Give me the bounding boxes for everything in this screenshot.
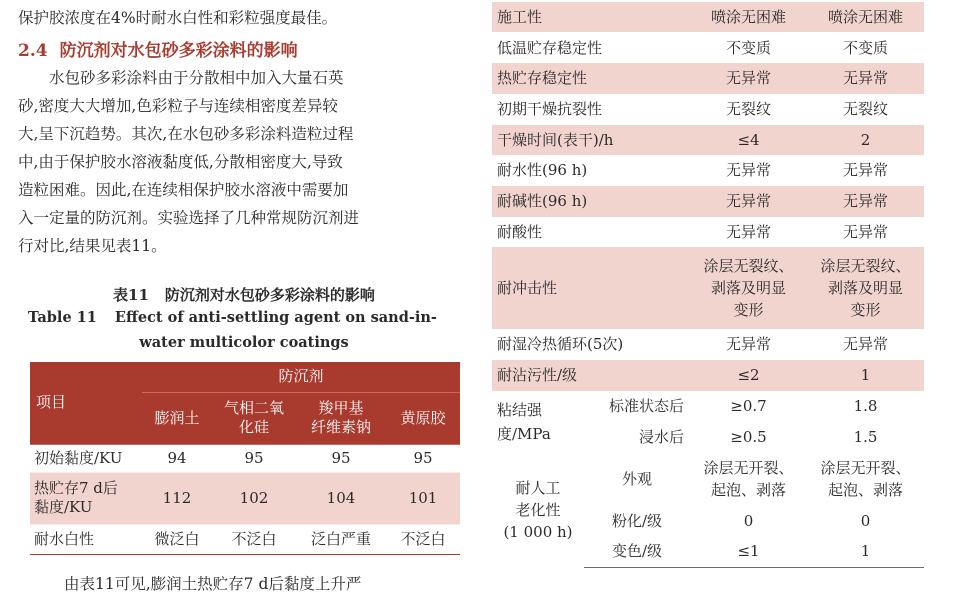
row-label: 热贮存稳定性 bbox=[492, 63, 690, 94]
table-11 bbox=[30, 362, 460, 555]
table-cell: ≥0.5 bbox=[690, 422, 807, 452]
table-cell: 泛白严重 bbox=[296, 524, 386, 554]
table-cell: 喷涂无困难 bbox=[807, 2, 924, 33]
table-cell: 95 bbox=[296, 444, 386, 472]
row-label: 耐湿冷热循环(5次) bbox=[492, 329, 690, 360]
table-cell: 不变质 bbox=[807, 33, 924, 63]
table-cell: 1.8 bbox=[807, 391, 924, 422]
table-row bbox=[492, 63, 924, 94]
table-cell: 无异常 bbox=[690, 217, 807, 247]
table-cell: 喷涂无困难 bbox=[690, 2, 807, 33]
continuation-text: 由表11可见,膨润土热贮存7 d后黏度上升严 bbox=[64, 575, 362, 593]
sub-row-label: 外观 bbox=[584, 452, 690, 506]
section-title: 防沉剂对水包砂多彩涂料的影响 bbox=[59, 41, 298, 61]
table-cell: 1 bbox=[807, 537, 924, 567]
table-cell: ≤1 bbox=[690, 537, 807, 567]
table-cell: 涂层无开裂、 起泡、剥落 bbox=[807, 452, 924, 506]
row-label: 耐沾污性/级 bbox=[492, 360, 690, 391]
table-title-cn: 防沉剂对水包砂多彩涂料的影响 bbox=[164, 286, 375, 304]
table-cell: 无异常 bbox=[807, 329, 924, 360]
row-label-bond-strength: 粘结强 度/MPa bbox=[492, 391, 584, 452]
sub-row-label: 粉化/级 bbox=[584, 506, 690, 537]
column-header: 膨润土 bbox=[142, 392, 212, 444]
row-header-cell: 项目 bbox=[30, 362, 142, 444]
table-row bbox=[492, 360, 924, 391]
table-cell: 涂层无裂纹、 剥落及明显 变形 bbox=[690, 247, 807, 329]
table-cell: 无异常 bbox=[807, 63, 924, 94]
column-header: 黄原胶 bbox=[386, 392, 460, 444]
sub-row-label: 浸水后 bbox=[584, 422, 690, 452]
group-header-cell: 防沉剂 bbox=[142, 362, 460, 392]
table-cell: ≤2 bbox=[690, 360, 807, 391]
table-cell: 0 bbox=[690, 506, 807, 537]
table-number-cn: 表11 bbox=[113, 286, 149, 304]
paragraph-line: 大,呈下沉趋势。其次,在水包砂多彩涂料造粒过程 bbox=[18, 125, 354, 143]
table-caption-en bbox=[28, 309, 437, 326]
row-label: 耐冲击性 bbox=[492, 247, 690, 329]
row-label: 低温贮存稳定性 bbox=[492, 33, 690, 63]
table-cell: 101 bbox=[386, 472, 460, 524]
paragraph-line: 造粒困难。因此,在连续相保护胶水溶液中需要加 bbox=[18, 181, 349, 199]
table-cell: 涂层无开裂、 起泡、剥落 bbox=[690, 452, 807, 506]
table-title-en-line1: Effect of anti-settling agent on sand-in- bbox=[114, 309, 437, 326]
table-cell: 112 bbox=[142, 472, 212, 524]
paragraph-line: 砂,密度大大增加,色彩粒子与连续相密度差异较 bbox=[18, 97, 338, 115]
table-cell: 1 bbox=[807, 360, 924, 391]
section-heading bbox=[18, 36, 298, 61]
table-row bbox=[30, 444, 460, 472]
table-row bbox=[492, 186, 924, 217]
paragraph-line: 行对比,结果见表11。 bbox=[18, 237, 167, 255]
table-row bbox=[492, 217, 924, 247]
table-row bbox=[492, 247, 924, 329]
table-number-en: Table 11 bbox=[28, 309, 97, 326]
table-cell: 1.5 bbox=[807, 422, 924, 452]
table-cell: 无异常 bbox=[690, 329, 807, 360]
table-row bbox=[492, 391, 924, 422]
row-label: 热贮存7 d后 黏度/KU bbox=[30, 472, 142, 524]
section-number: 2.4 bbox=[18, 41, 48, 61]
paragraph-line: 中,由于保护胶水溶液黏度低,分散相密度大,导致 bbox=[18, 153, 343, 171]
body-paragraph bbox=[18, 64, 470, 260]
table-cell: 无异常 bbox=[807, 217, 924, 247]
table-row bbox=[30, 524, 460, 554]
sub-row-label: 标准状态后 bbox=[584, 391, 690, 422]
intro-line: 保护胶浓度在4%时耐水白性和彩粒强度最佳。 bbox=[18, 9, 338, 27]
row-label: 耐碱性(96 h) bbox=[492, 186, 690, 217]
table-cell: 无异常 bbox=[807, 186, 924, 217]
table-title-en-line2: water multicolor coatings bbox=[139, 334, 349, 351]
column-header: 羧甲基 纤维素钠 bbox=[296, 392, 386, 444]
row-label: 耐酸性 bbox=[492, 217, 690, 247]
table-cell: 不泛白 bbox=[212, 524, 296, 554]
table-cell: 无异常 bbox=[690, 63, 807, 94]
table-row bbox=[492, 33, 924, 63]
table-cell: 104 bbox=[296, 472, 386, 524]
table-cell: 无异常 bbox=[690, 155, 807, 186]
table-cell: 2 bbox=[807, 125, 924, 155]
table-cell: 不泛白 bbox=[386, 524, 460, 554]
row-label-weathering: 耐人工 老化性 (1 000 h) bbox=[492, 452, 584, 567]
table-cell: 94 bbox=[142, 444, 212, 472]
table-row bbox=[30, 472, 460, 524]
table-cell: 无异常 bbox=[807, 155, 924, 186]
table-cell: 无裂纹 bbox=[690, 94, 807, 125]
table-row bbox=[492, 452, 924, 506]
table-caption-cn bbox=[18, 284, 470, 305]
table-cell: 涂层无裂纹、 剥落及明显 变形 bbox=[807, 247, 924, 329]
table-cell: 微泛白 bbox=[142, 524, 212, 554]
column-header: 气相二氧 化硅 bbox=[212, 392, 296, 444]
table-cell: 95 bbox=[212, 444, 296, 472]
row-label: 施工性 bbox=[492, 2, 690, 33]
row-label: 耐水性(96 h) bbox=[492, 155, 690, 186]
table-cell: ≥0.7 bbox=[690, 391, 807, 422]
table-cell: 102 bbox=[212, 472, 296, 524]
sub-row-label: 变色/级 bbox=[584, 537, 690, 567]
table-cell: 无异常 bbox=[690, 186, 807, 217]
table-row bbox=[492, 94, 924, 125]
table-cell: 0 bbox=[807, 506, 924, 537]
row-label: 耐水白性 bbox=[30, 524, 142, 554]
row-label: 干燥时间(表干)/h bbox=[492, 125, 690, 155]
table-cell: 无裂纹 bbox=[807, 94, 924, 125]
table-cell: 不变质 bbox=[690, 33, 807, 63]
table-row bbox=[492, 329, 924, 360]
performance-table bbox=[492, 2, 924, 568]
table-row bbox=[492, 2, 924, 33]
row-label: 初期干燥抗裂性 bbox=[492, 94, 690, 125]
table-cell: 95 bbox=[386, 444, 460, 472]
table-row bbox=[492, 125, 924, 155]
paragraph-line: 水包砂多彩涂料由于分散相中加入大量石英 bbox=[49, 69, 344, 87]
table-row bbox=[492, 155, 924, 186]
paragraph-line: 入一定量的防沉剂。实验选择了几种常规防沉剂进 bbox=[18, 209, 360, 227]
row-label: 初始黏度/KU bbox=[30, 444, 142, 472]
table-cell: ≤4 bbox=[690, 125, 807, 155]
